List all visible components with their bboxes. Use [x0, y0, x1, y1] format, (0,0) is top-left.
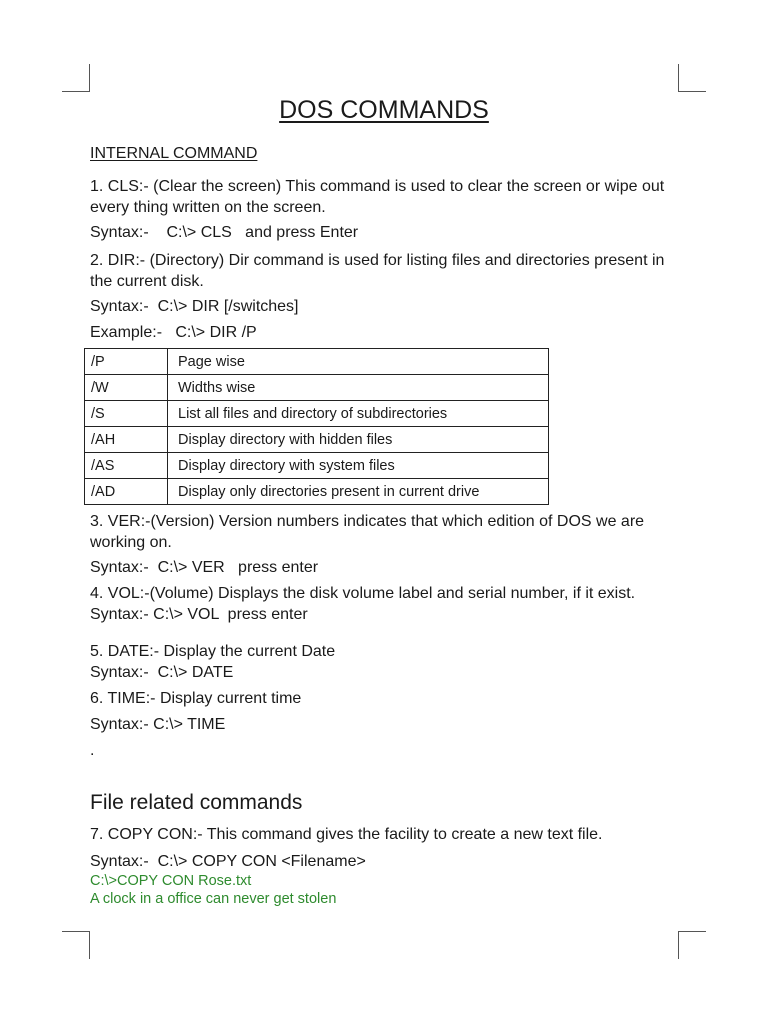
- copycon-example-text: A clock in a office can never get stolen: [90, 891, 337, 907]
- meaning-cell: Page wise: [168, 349, 549, 375]
- copycon-syntax: Syntax:- C:\> COPY CON <Filename>: [90, 853, 366, 870]
- date-description: 5. DATE:- Display the current Date: [90, 643, 336, 660]
- dir-example: Example:- C:\> DIR /P: [90, 324, 257, 341]
- crop-mark-bottom-left-v: [89, 931, 90, 959]
- switch-cell: /AS: [85, 453, 168, 479]
- meaning-cell: Widths wise: [168, 375, 549, 401]
- date-syntax: Syntax:- C:\> DATE: [90, 664, 234, 681]
- crop-mark-bottom-right-h: [678, 931, 706, 932]
- crop-mark-bottom-right-v: [678, 931, 679, 959]
- switch-cell: /AD: [85, 479, 168, 505]
- vol-description: 4. VOL:-(Volume) Displays the disk volume label and serial number, if it exist.: [90, 585, 636, 602]
- cls-syntax: Syntax:- C:\> CLS and press Enter: [90, 224, 359, 241]
- vol-syntax: Syntax:- C:\> VOL press enter: [90, 606, 308, 623]
- crop-mark-top-left-v: [89, 64, 90, 92]
- table-row: [85, 375, 549, 401]
- file-related-heading: File related commands: [90, 791, 303, 814]
- copycon-example-command: C:\>COPY CON Rose.txt: [90, 873, 252, 889]
- table-row: [85, 427, 549, 453]
- crop-mark-bottom-left-h: [62, 931, 90, 932]
- time-description: 6. TIME:- Display current time: [90, 690, 302, 707]
- time-syntax: Syntax:- C:\> TIME: [90, 716, 226, 733]
- cls-description: 1. CLS:- (Clear the screen) This command is used to clear the screen or wipe out every thing written on the screen.: [90, 178, 665, 216]
- switch-cell: /P: [85, 349, 168, 375]
- dir-switches-table: [84, 348, 549, 505]
- meaning-cell: Display directory with hidden files: [168, 427, 549, 453]
- table-row: [85, 453, 549, 479]
- ver-description: 3. VER:-(Version) Version numbers indicates that which edition of DOS we are working on.: [90, 513, 645, 551]
- copycon-description: 7. COPY CON:- This command gives the facility to create a new text file.: [90, 826, 603, 843]
- crop-mark-top-left-h: [62, 91, 90, 92]
- switch-cell: /AH: [85, 427, 168, 453]
- table-row: [85, 349, 549, 375]
- meaning-cell: Display only directories present in current drive: [168, 479, 549, 505]
- meaning-cell: List all files and directory of subdirectories: [168, 401, 549, 427]
- ver-syntax: Syntax:- C:\> VER press enter: [90, 559, 319, 576]
- dir-description: 2. DIR:- (Directory) Dir command is used for listing files and directories present in the current disk.: [90, 252, 665, 290]
- crop-mark-top-right-h: [678, 91, 706, 92]
- crop-mark-top-right-v: [678, 64, 679, 92]
- dir-syntax: Syntax:- C:\> DIR [/switches]: [90, 298, 299, 315]
- page-title: DOS COMMANDS: [279, 96, 489, 124]
- table-row: [85, 401, 549, 427]
- meaning-cell: Display directory with system files: [168, 453, 549, 479]
- internal-command-heading: INTERNAL COMMAND: [90, 145, 258, 162]
- switch-cell: /S: [85, 401, 168, 427]
- switch-cell: /W: [85, 375, 168, 401]
- table-row: [85, 479, 549, 505]
- stray-dot: .: [90, 742, 95, 759]
